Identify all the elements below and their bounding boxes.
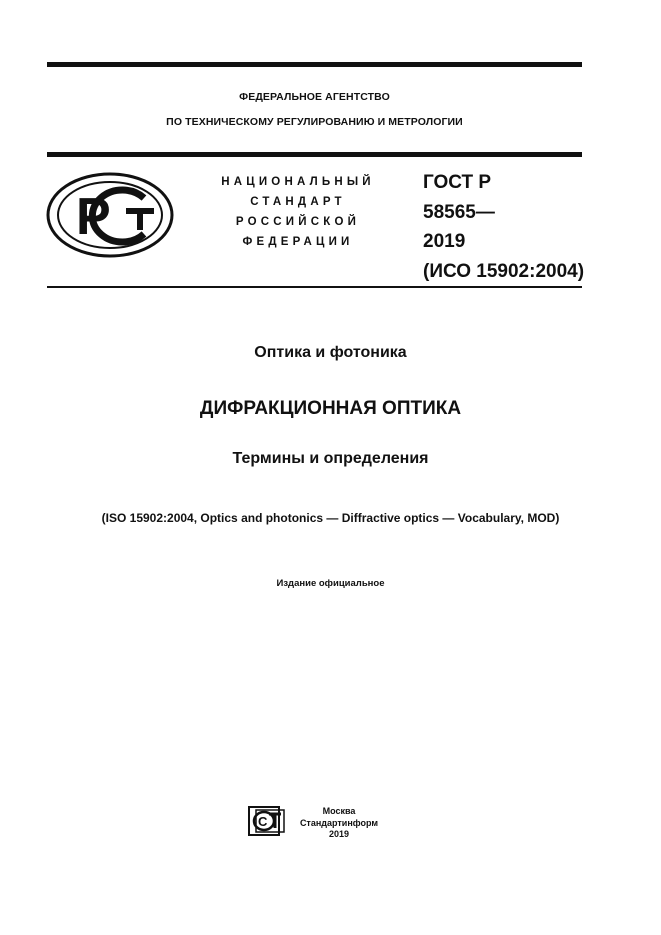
standard-type-line-2: СТАНДАРТ (250, 196, 346, 208)
designation-line-3: 2019 (423, 231, 466, 252)
publisher-year: 2019 (328, 829, 350, 839)
iso-reference: (ISO 15902:2004, Optics and photonics — Diffractive optics — Vocabulary, MOD) (101, 511, 560, 525)
publisher-info (296, 806, 382, 841)
subject-heading: Оптика и фотоника (254, 344, 407, 361)
standard-type (206, 172, 390, 252)
designation-line-2: 58565— (423, 201, 495, 223)
agency-line-1: ФЕДЕРАЛЬНОЕ АГЕНТСТВО (239, 91, 390, 103)
middle-rule (47, 152, 582, 157)
designation-line-4: (ИСО 15902:2004) (423, 260, 585, 282)
document-title: ДИФРАКЦИОННАЯ ОПТИКА (199, 398, 462, 419)
standartinform-logo-icon (248, 806, 286, 836)
agency-line-2: ПО ТЕХНИЧЕСКОМУ РЕГУЛИРОВАНИЮ И МЕТРОЛОГИИ (166, 116, 463, 128)
edition-note: Издание официальное (276, 578, 385, 589)
svg-text:С: С (258, 814, 268, 829)
standard-type-line-4: ФЕДЕРАЦИИ (242, 236, 354, 248)
svg-text:Р: Р (76, 188, 111, 246)
publisher-city: Москва (322, 806, 356, 816)
lower-rule (47, 286, 582, 288)
top-rule (47, 62, 582, 67)
standard-designation (423, 168, 584, 286)
designation-line-1: ГОСТ Р (423, 172, 492, 193)
publisher-name: Стандартинформ (299, 817, 379, 828)
standard-type-line-1: НАЦИОНАЛЬНЫЙ (221, 176, 375, 188)
standard-type-line-3: РОССИЙСКОЙ (235, 216, 361, 228)
document-subtitle: Термины и определения (232, 450, 429, 467)
pct-mark-icon (46, 172, 174, 258)
